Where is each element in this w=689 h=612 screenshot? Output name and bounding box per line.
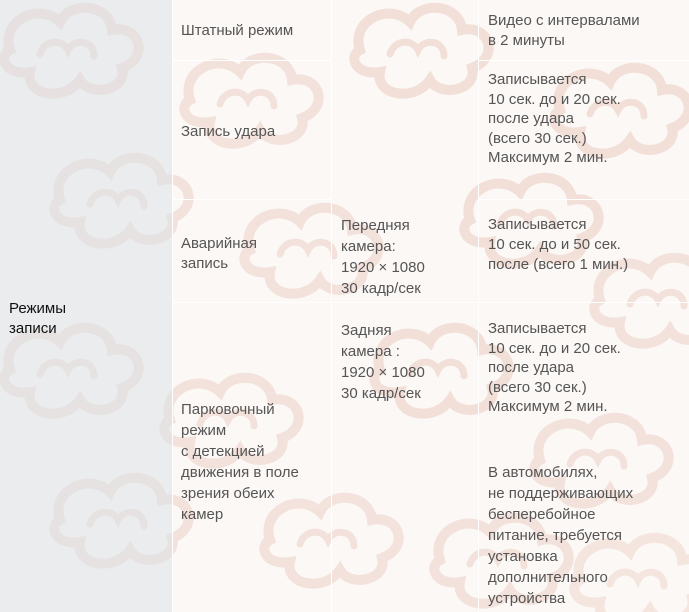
- row-divider-desc-1: [478, 60, 689, 61]
- mode-parking: Парковочный режим с детекцией движения в поле зрения обеих камер: [181, 401, 299, 523]
- rear-camera-spec: Задняя камера : 1920 × 1080 30 кадр/сек: [341, 322, 425, 402]
- row-divider-desc-2: [478, 199, 689, 200]
- column-divider-2: [331, 0, 332, 612]
- row-divider-camera: [331, 302, 479, 303]
- mode-impact: Запись удара: [181, 123, 276, 140]
- desc-parking-note: В автомобилях, не поддерживающих бесперебойное питание, требуется установка дополнительного устройства: [488, 464, 634, 607]
- row-divider-desc-3: [478, 302, 689, 303]
- desc-impact: Записывается 10 сек. до и 20 сек. после удара (всего 30 сек.) Максимум 2 мин.: [488, 71, 621, 166]
- column-divider-3: [478, 0, 479, 612]
- front-camera-spec: Передняя камера: 1920 × 1080 30 кадр/сек: [341, 217, 425, 297]
- row-divider-mode-3: [172, 302, 332, 303]
- desc-parking: Записывается 10 сек. до и 20 сек. после удара (всего 30 сек.) Максимум 2 мин.: [488, 320, 621, 415]
- desc-standard: Видео с интервалами в 2 минуты: [488, 12, 640, 49]
- row-label-recording-modes: Режимы записи: [9, 300, 67, 337]
- column-divider-1: [172, 0, 173, 612]
- desc-emergency: Записывается 10 сек. до и 50 сек. после (всего 1 мин.): [488, 216, 629, 273]
- row-divider-mode-2: [172, 199, 332, 200]
- mode-standard: Штатный режим: [181, 22, 294, 39]
- mode-emergency: Аварийная запись: [181, 235, 257, 272]
- row-divider-mode-1: [172, 60, 332, 61]
